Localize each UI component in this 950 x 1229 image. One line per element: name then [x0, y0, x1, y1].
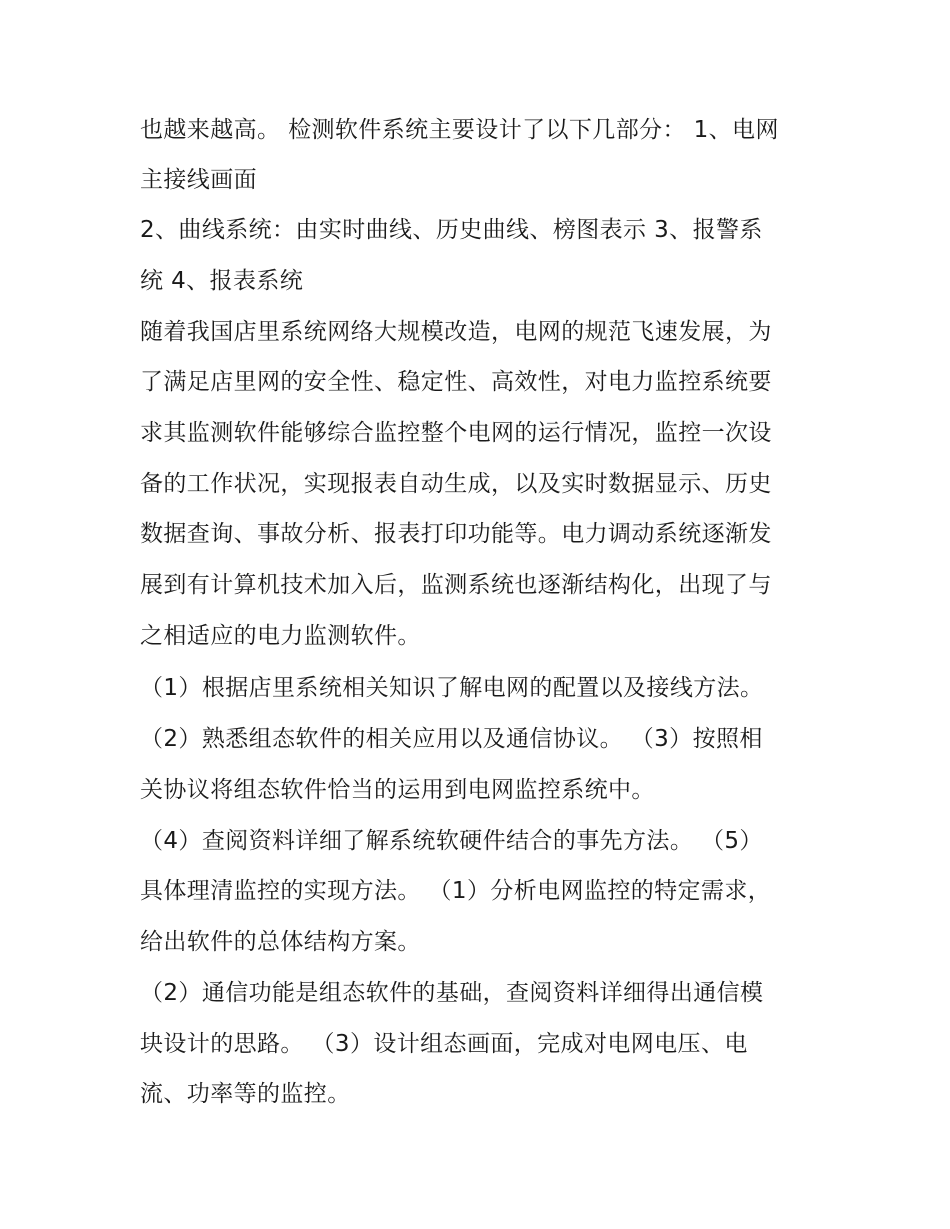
- text-line: （1）根据店里系统相关知识了解电网的配置以及接线方法。: [140, 675, 764, 701]
- text-line: 2、曲线系统：由实时曲线、历史曲线、榜图表示 3、报警系: [140, 217, 763, 243]
- text-line: 关协议将组态软件恰当的运用到电网监控系统中。: [140, 777, 655, 803]
- text-line: 了满足店里网的安全性、稳定性、高效性，对电力监控系统要: [140, 369, 772, 395]
- text-line: 求其监测软件能够综合监控整个电网的运行情况，监控一次设: [140, 420, 772, 446]
- text-line: 展到有计算机技术加入后，监测系统也逐渐结构化，出现了与: [140, 572, 772, 598]
- text-line: 备的工作状况，实现报表自动生成，以及实时数据显示、历史: [140, 471, 772, 497]
- text-line: 主接线画面: [140, 167, 257, 193]
- text-line: 数据查询、事故分析、报表打印功能等。电力调动系统逐渐发: [140, 521, 772, 547]
- text-line: 统 4、报表系统: [140, 268, 304, 294]
- text-line: （2）通信功能是组态软件的基础，查阅资料详细得出通信模: [140, 980, 764, 1006]
- text-line: 块设计的思路。 （3）设计组态画面，完成对电网电压、电: [140, 1031, 748, 1057]
- text-line: 具体理清监控的实现方法。 （1）分析电网监控的特定需求，: [140, 878, 772, 904]
- text-line: 之相适应的电力监测软件。: [140, 623, 421, 649]
- text-line: 流、功率等的监控。: [140, 1081, 351, 1107]
- text-line: （2）熟悉组态软件的相关应用以及通信协议。 （3）按照相: [140, 726, 763, 752]
- text-line: 随着我国店里系统网络大规模改造，电网的规范飞速发展，为: [140, 319, 772, 345]
- text-line: 给出软件的总体结构方案。: [140, 929, 421, 955]
- text-line: 也越来越高。 检测软件系统主要设计了以下几部分： 1、电网: [140, 117, 779, 143]
- text-line: （4）查阅资料详细了解系统软硬件结合的事先方法。 （5）: [140, 828, 763, 854]
